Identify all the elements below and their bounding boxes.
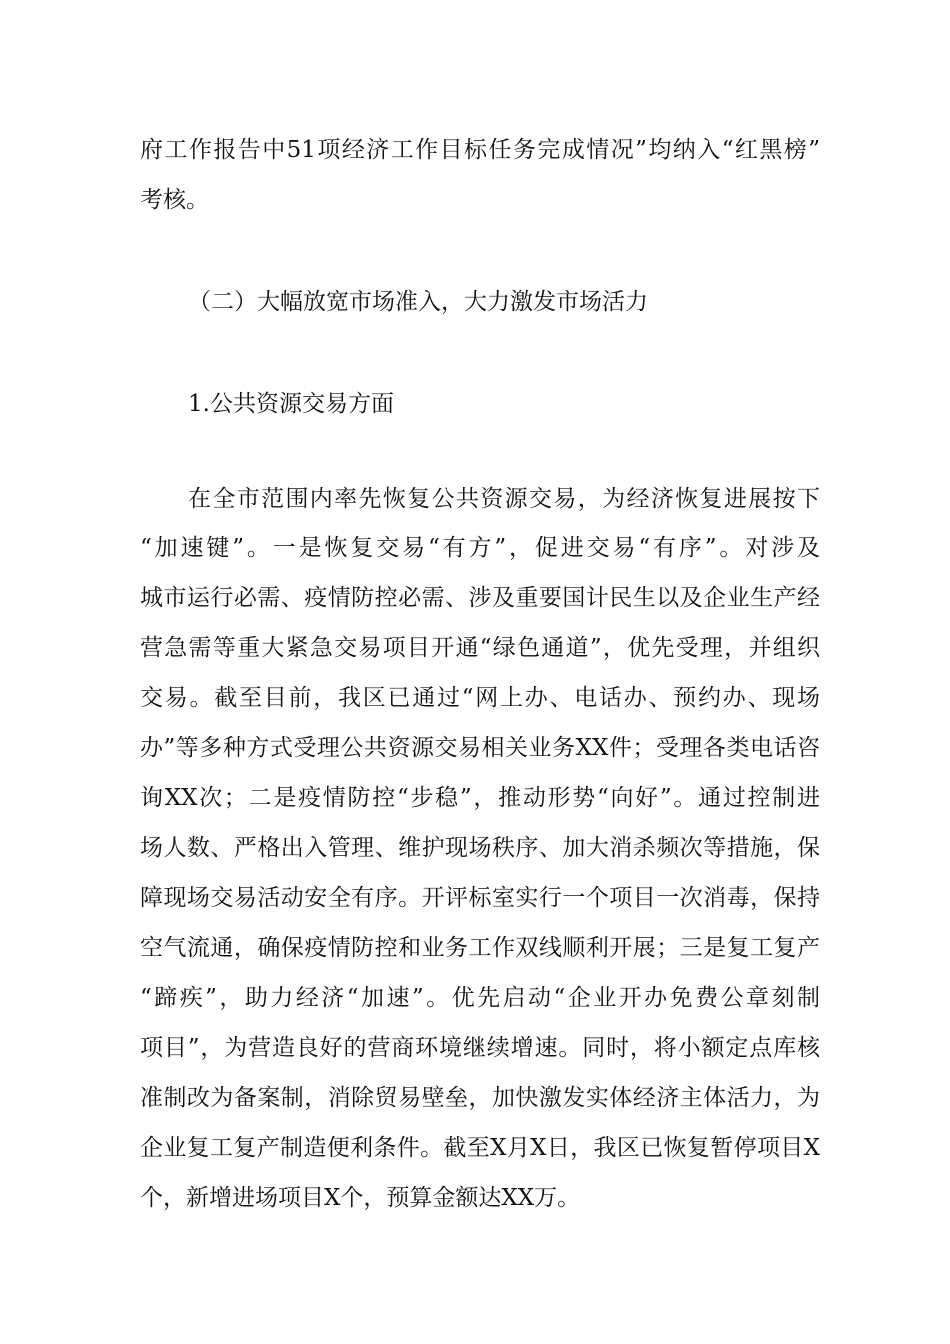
text-line: 考核。 (140, 187, 209, 213)
subheading: 1.公共资源交易方面 (188, 391, 394, 417)
text-line: 准制改为备案制，消除贸易壁垒，加快激发实体经济主体活力，为 (140, 1085, 820, 1111)
section-heading: （二）大幅放宽市场准入，大力激发市场活力 (188, 289, 648, 315)
text-line: 在全市范围内率先恢复公共资源交易，为经济恢复进展按下 (188, 486, 820, 512)
text-line: “蹄疾”，助力经济“加速”。优先启动“企业开办免费公章刻制 (140, 985, 820, 1011)
text-line: 项目”，为营造良好的营商环境继续增速。同时，将小额定点库核 (140, 1035, 820, 1061)
text-line: 企业复工复产制造便利条件。截至X月X日，我区已恢复暂停项目X (140, 1135, 820, 1161)
text-line: 场人数、严格出入管理、维护现场秩序、加大消杀频次等措施，保 (140, 835, 820, 861)
text-line: 询XX次；二是疫情防控“步稳”，推动形势“向好”。通过控制进 (140, 785, 820, 811)
text-line: 个，新增进场项目X个，预算金额达XX万。 (140, 1185, 581, 1211)
text-line: 办”等多种方式受理公共资源交易相关业务XX件；受理各类电话咨 (140, 735, 820, 761)
text-line: “加速键”。一是恢复交易“有方”，促进交易“有序”。对涉及 (140, 535, 820, 561)
text-line: 空气流通，确保疫情防控和业务工作双线顺利开展；三是复工复产 (140, 935, 820, 961)
text-line: 障现场交易活动安全有序。开评标室实行一个项目一次消毒，保持 (140, 885, 820, 911)
text-line: 营急需等重大紧急交易项目开通“绿色通道”，优先受理，并组织 (140, 635, 820, 661)
text-line: 城市运行必需、疫情防控必需、涉及重要国计民生以及企业生产经 (140, 585, 820, 611)
text-line: 府工作报告中51项经济工作目标任务完成情况”均纳入“红黑榜” (140, 137, 820, 163)
text-line: 交易。截至目前，我区已通过“网上办、电话办、预约办、现场 (140, 685, 820, 711)
